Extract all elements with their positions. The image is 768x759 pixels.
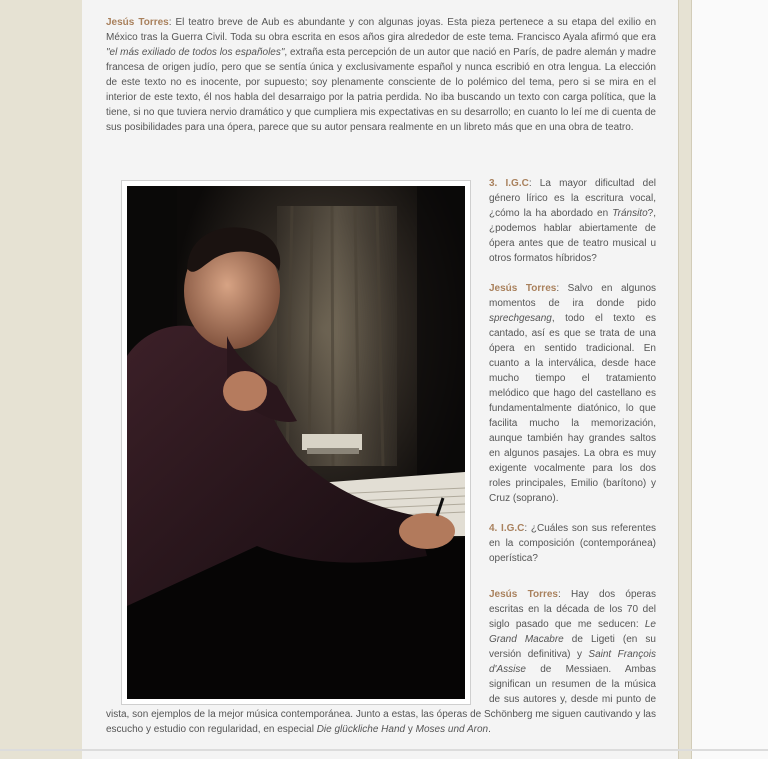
quote: "el más exiliado de todos los españoles": [106, 47, 285, 58]
question-label: 4. I.G.C: [489, 523, 525, 534]
left-margin-band: [0, 0, 83, 759]
speaker-name: Jesús Torres: [489, 589, 558, 600]
interview-column: [489, 176, 656, 581]
speaker-name: Jesús Torres: [106, 17, 169, 28]
right-sidebar-area: [692, 0, 768, 759]
intro-paragraph: Jesús Torres: El teatro breve de Aub es abundante y con algunas joyas. Esta pieza pertenece a su etapa del exilio en México tras la Guerra Civil. Toda su obra escrita en esos años gira alrededor de este tema. Francisco Ayala afirmó que era "el más exiliado de todos los españoles", extraña esta percepción de un autor que nació en París, de padre alemán y madre francesa de origen judío, pero que se sentía única y exclusivamente español y nunca escribió en otra lengua. La elección de este texto no es inocente, por supuesto; soy plenamente consciente de lo polémico del tema, pero si se mira en el interior de este texto, él nos habla del desarraigo por la patria perdida. No iba buscando un texto con carga política, que la tiene, si no que tuviera nervio dramático y que cumpliera mis expectativas en su desarrollo; en cuanto lo leí me di cuenta de sus posibilidades para una ópera, parece que su autor pensara realmente en un libreto más que en una obra de teatro.: [106, 17, 657, 133]
speaker-name: Jesús Torres: [489, 283, 557, 294]
photo-float-spacer: [106, 587, 489, 707]
bottom-divider: [0, 749, 768, 751]
question-label: 3. I.G.C: [489, 178, 529, 189]
question-3: 3. I.G.C: La mayor dificultad del género lírico es la escritura vocal, ¿cómo la ha abordado en Tránsito?, ¿podemos hablar abiertamente de ópera antes que de teatro musical u otros formatos híbridos?: [489, 178, 656, 264]
answer-4: Jesús Torres: Hay dos óperas escritas en la década de los 70 del siglo pasado que me seducen: Le Grand Macabre de Ligeti (en su versión definitiva) y Saint François d'Assise de Messiaen. Ambas significan un resumen de la música de sus autores y, desde mi punto de vista, son ejemplos de la mejor música contemporánea. Junto a estas, las óperas de Schönberg me siguen cautivando y las escucho y estudio con regularidad, en especial Die glückliche Hand y Moses und Aron.: [106, 589, 656, 735]
right-margin-rule: [678, 0, 692, 759]
question-4: 4. I.G.C: ¿Cuáles son sus referentes en la composición (contemporánea) operística?: [489, 523, 657, 564]
article-body: [106, 15, 656, 135]
answer-4-wrapper: [106, 587, 656, 737]
answer-3: Jesús Torres: Salvo en algunos momentos de ira donde pido sprechgesang, todo el texto es cantado, así es que se trata de una ópera en sentido tradicional. En cuanto a la interválica, desde hace mucho tiempo el tratamiento melódico que hago del castellano es fundamentalmente diatónico, lo que facilita mucho la memorización, aunque también hay grandes saltos en algunos pasajes. La obra es muy exigente vocalmente para los dos roles principales, Emilio (barítono) y Cruz (soprano).: [489, 283, 657, 504]
